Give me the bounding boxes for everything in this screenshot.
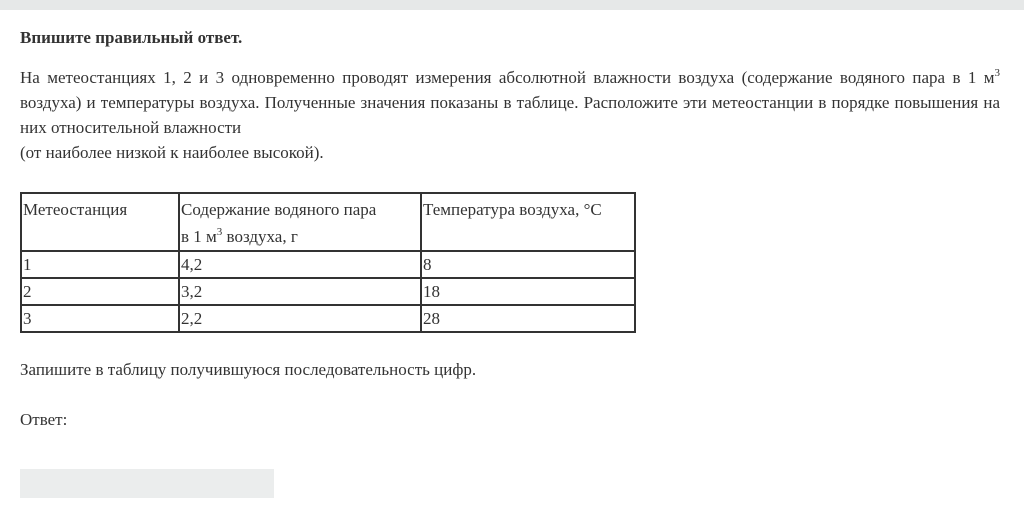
header-vapor-line2-pre: в 1 м — [181, 227, 217, 246]
table-row — [21, 305, 635, 332]
question-text — [20, 65, 1000, 165]
question-part-1: На метеостанциях 1, 2 и 3 одновременно проводят измерения абсолютной влажности воздуха (содержание водяного пара в 1 м — [20, 68, 995, 87]
answer-input[interactable] — [20, 469, 274, 498]
task-instruction: Впишите правильный ответ. — [20, 28, 243, 47]
header-vapor — [179, 193, 421, 251]
cell-temperature: 28 — [421, 305, 635, 332]
header-vapor-line2-post: воздуха, г — [222, 227, 298, 246]
instruction-after-table: Запишите в таблицу получившуюся последовательность цифр. — [20, 360, 477, 379]
cell-station: 1 — [21, 251, 179, 278]
task-content — [20, 27, 1000, 431]
header-station: Метеостанция — [21, 193, 179, 251]
question-paragraph-1 — [20, 65, 1000, 140]
cell-vapor: 2,2 — [179, 305, 421, 332]
question-part-2: воздуха) и температуры воздуха. Полученные значения показаны в таблице. Расположите эти метеостанции в порядке повышения на них относительной влажности — [20, 93, 1000, 137]
question-superscript: 3 — [994, 67, 1000, 79]
cell-temperature: 8 — [421, 251, 635, 278]
question-part-3: (от наиболее низкой к наиболее высокой). — [20, 143, 324, 162]
top-bar — [0, 0, 1024, 10]
cell-station: 2 — [21, 278, 179, 305]
cell-temperature: 18 — [421, 278, 635, 305]
table-row — [21, 251, 635, 278]
answer-label: Ответ: — [20, 410, 68, 429]
header-vapor-superscript: 3 — [216, 226, 223, 238]
cell-vapor: 3,2 — [179, 278, 421, 305]
header-vapor-line1: Содержание водяного пара — [181, 200, 377, 219]
cell-station: 3 — [21, 305, 179, 332]
table-header-row — [21, 193, 635, 251]
table-row — [21, 278, 635, 305]
data-table — [20, 192, 636, 333]
cell-vapor: 4,2 — [179, 251, 421, 278]
header-temperature: Температура воздуха, °С — [421, 193, 635, 251]
